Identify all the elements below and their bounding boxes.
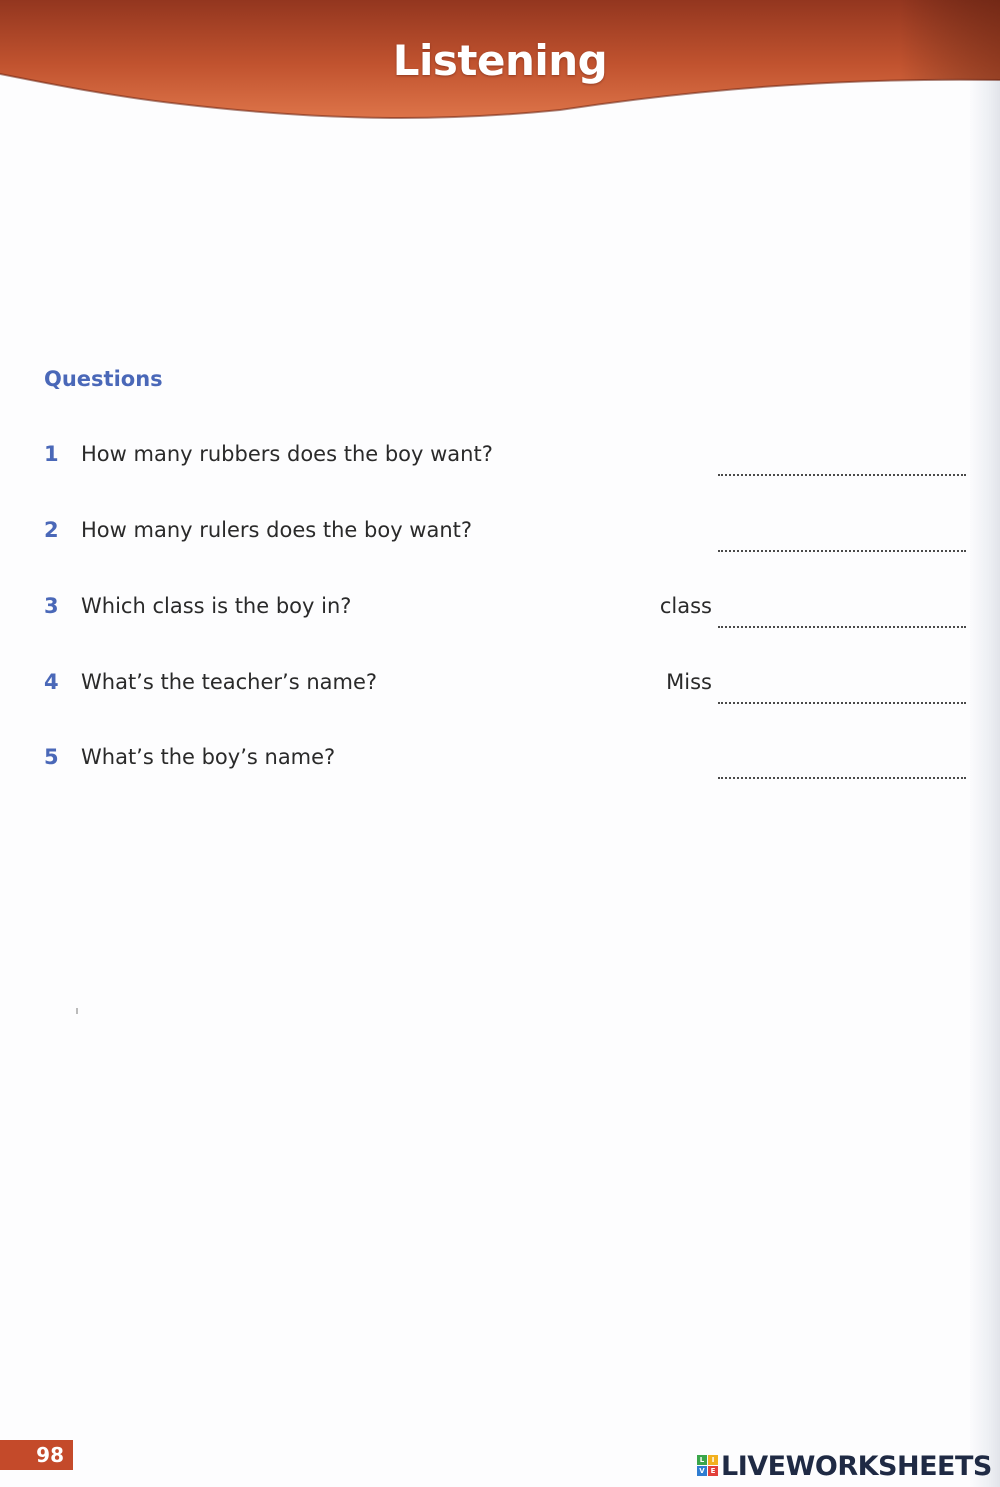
- page-number-tab: 98: [0, 1440, 73, 1470]
- answer-blank[interactable]: [718, 692, 966, 704]
- answer-prefix: class: [659, 594, 712, 618]
- answer-blank[interactable]: [718, 616, 966, 628]
- question-text: What’s the teacher’s name?: [81, 670, 378, 694]
- questions-heading: Questions: [44, 367, 163, 391]
- question-row: [0, 442, 970, 482]
- question-number: 2: [44, 518, 59, 542]
- answer-blank[interactable]: [718, 540, 966, 552]
- liveworksheets-logo[interactable]: [697, 1451, 997, 1481]
- liveworksheets-cube-icon: L I V E: [697, 1455, 719, 1477]
- answer-blank[interactable]: [718, 464, 966, 476]
- answer-prefix: Miss: [666, 670, 712, 694]
- question-row: [0, 518, 970, 558]
- answer-blank[interactable]: [718, 767, 966, 779]
- logo-text: LIVEWORKSHEETS: [721, 1451, 992, 1482]
- question-row: [0, 670, 970, 710]
- header-banner: [0, 0, 1000, 130]
- question-number: 1: [44, 442, 59, 466]
- question-text: Which class is the boy in?: [81, 594, 352, 618]
- question-number: 3: [44, 594, 59, 618]
- question-text: How many rulers does the boy want?: [81, 518, 473, 542]
- question-number: 5: [44, 745, 59, 769]
- question-row: [0, 594, 970, 634]
- question-number: 4: [44, 670, 59, 694]
- page-edge-shadow: [970, 0, 1000, 1487]
- page-title: Listening: [392, 36, 608, 85]
- scan-speck: [76, 1008, 78, 1014]
- question-text: How many rubbers does the boy want?: [81, 442, 493, 466]
- question-row: [0, 745, 970, 785]
- question-text: What’s the boy’s name?: [81, 745, 336, 769]
